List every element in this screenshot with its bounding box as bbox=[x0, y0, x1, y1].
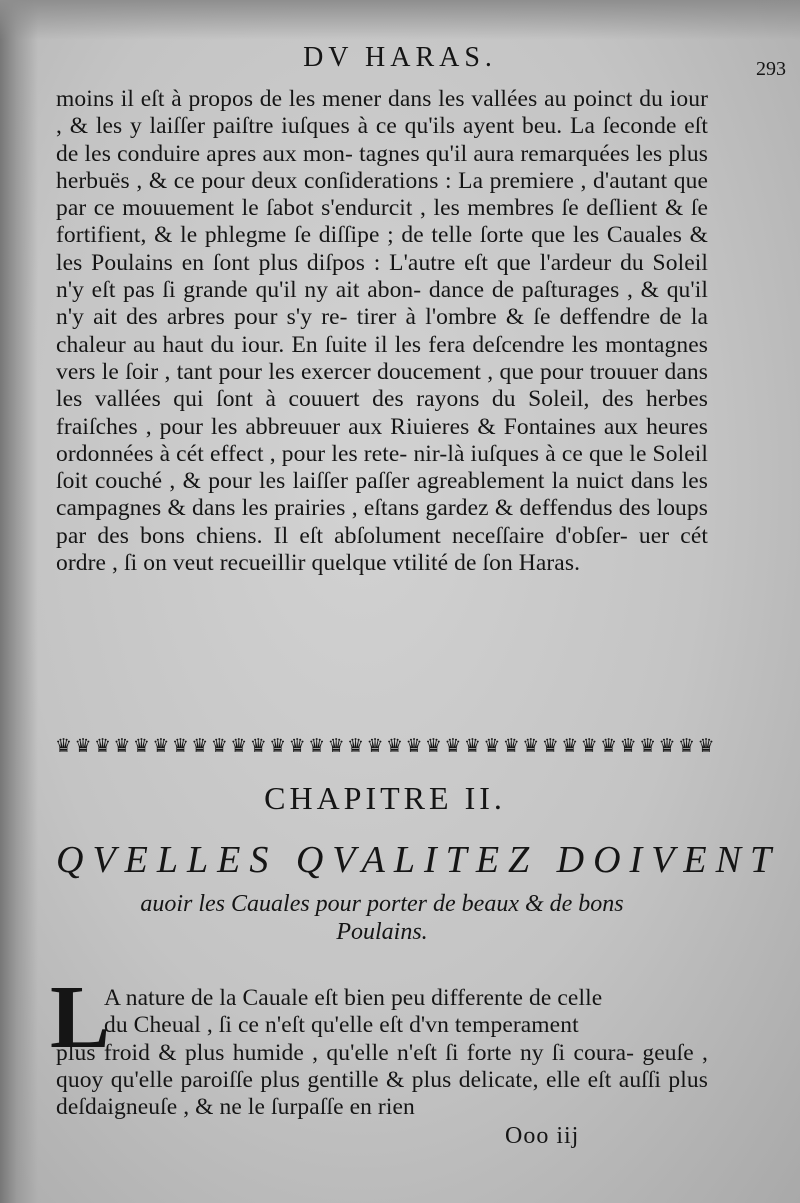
text-line: elle eſt auſſi plus deſdaigneuſe , & ne le ſurpaſſe en rien bbox=[56, 1066, 708, 1121]
text-line: ſon Haras. bbox=[482, 550, 581, 577]
text-line: tirer à l'ombre & ſe deffendre de la chaleur au haut du bbox=[56, 304, 709, 358]
chapter-heading: CHAPITRE II. bbox=[264, 780, 506, 816]
crown-ornament-icon: ♛ bbox=[308, 735, 326, 757]
crown-ornament-icon: ♛ bbox=[55, 735, 73, 757]
text-line: A nature de la Cauale eſt bien peu differente de celle bbox=[104, 985, 603, 1011]
crown-ornament-icon: ♛ bbox=[132, 735, 150, 757]
crown-ornament-icon: ♛ bbox=[502, 735, 520, 757]
crown-ornament-icon: ♛ bbox=[405, 735, 423, 757]
signature-mark: Ooo iij bbox=[505, 1123, 580, 1149]
crown-ornament-icon: ♛ bbox=[541, 735, 559, 757]
crown-ornament-icon: ♛ bbox=[697, 735, 715, 757]
page-number: 293 bbox=[756, 58, 786, 80]
spine-shadow bbox=[0, 0, 38, 1203]
crown-ornament-icon: ♛ bbox=[210, 735, 228, 757]
subtitle-line: auoir les Cauales pour porter de beaux & de bons bbox=[140, 891, 624, 917]
text-line: dans les prairies , eſtans gardez & deffendus des loups par bbox=[56, 495, 708, 549]
crown-ornament-icon: ♛ bbox=[600, 735, 618, 757]
text-line: moins il eſt à propos de les mener dans les vallées au bbox=[56, 86, 567, 112]
text-line: laiſſer paſſer agreablement la nuict dans les campagnes & bbox=[56, 468, 708, 522]
chapter-paragraph bbox=[56, 985, 708, 1121]
crown-ornament-icon: ♛ bbox=[171, 735, 189, 757]
crown-ornament-icon: ♛ bbox=[327, 735, 345, 757]
ornamental-crown-border bbox=[55, 733, 715, 759]
text-line: des herbes fraiſches , pour les abbreuuer aux Riuieres & bbox=[56, 386, 708, 440]
body-paragraph bbox=[56, 86, 708, 577]
crown-ornament-icon: ♛ bbox=[639, 735, 657, 757]
text-line: dans les vallées qui ſont à couuert des rayons du Soleil, bbox=[56, 358, 708, 413]
crown-ornament-icon: ♛ bbox=[113, 735, 131, 757]
crown-ornament-icon: ♛ bbox=[93, 735, 111, 757]
crown-ornament-icon: ♛ bbox=[249, 735, 267, 757]
chapter-subtitle bbox=[56, 890, 708, 946]
chapter-title: QVELLES QVALITEZ DOIVENT bbox=[56, 839, 781, 881]
crown-ornament-icon: ♛ bbox=[444, 735, 462, 757]
text-line: Fontaines aux heures ordonnées à cét effect , pour les rete- bbox=[56, 413, 708, 467]
crown-ornament-icon: ♛ bbox=[483, 735, 501, 757]
crown-ornament-icon: ♛ bbox=[658, 735, 676, 757]
drop-cap-initial: L bbox=[50, 968, 111, 1067]
crown-ornament-icon: ♛ bbox=[366, 735, 384, 757]
text-line: l'ardeur du Soleil n'y eſt pas ſi grande qu'il ny ait abon- bbox=[56, 249, 708, 304]
crown-ornament-icon: ♛ bbox=[424, 735, 442, 757]
crown-ornament-icon: ♛ bbox=[463, 735, 481, 757]
crown-ornament-icon: ♛ bbox=[678, 735, 696, 757]
text-line: geuſe , quoy qu'elle paroiſſe plus gentille & plus delicate, bbox=[56, 1039, 708, 1093]
subtitle-line: Poulains. bbox=[336, 919, 428, 945]
text-line: mouuement le ſabot s'endurcit , les membres ſe deſlient & bbox=[122, 195, 684, 222]
crown-ornament-icon: ♛ bbox=[522, 735, 540, 757]
running-head: DV HARAS. bbox=[303, 42, 497, 73]
crown-ornament-icon: ♛ bbox=[347, 735, 365, 757]
text-line: iour. En ſuite il les fera deſcendre les montagnes vers le bbox=[56, 331, 708, 385]
crown-ornament-icon: ♛ bbox=[288, 735, 306, 757]
text-line: ſe fortifient, & le phlegme ſe diſſipe ; de telle ſorte que les bbox=[56, 195, 708, 249]
crown-ornament-icon: ♛ bbox=[152, 735, 170, 757]
crown-ornament-icon: ♛ bbox=[191, 735, 209, 757]
text-line: nir-là iuſques à ce que le Soleil ſoit couché , & pour les bbox=[56, 440, 708, 495]
crown-ornament-icon: ♛ bbox=[580, 735, 598, 757]
crown-ornament-icon: ♛ bbox=[385, 735, 404, 757]
top-edge-shadow bbox=[0, 0, 800, 40]
text-line: plus froid & plus humide , qu'elle n'eſt ſi forte ny ſi coura- bbox=[56, 1039, 635, 1066]
text-line: ayent beu. La ſeconde eſt de les conduire apres aux mon- bbox=[56, 113, 709, 167]
text-line: des bons chiens. Il eſt abſolument neceſſaire d'obſer- bbox=[97, 522, 628, 549]
crown-ornament-icon: ♛ bbox=[619, 735, 637, 757]
text-line: tagnes qu'il aura remarquées les plus herbuës , & ce pour bbox=[56, 140, 708, 194]
crown-ornament-icon: ♛ bbox=[74, 735, 92, 757]
crown-ornament-icon: ♛ bbox=[561, 735, 579, 757]
crown-ornament-icon: ♛ bbox=[269, 735, 287, 757]
text-line: ſoir , tant pour les exercer doucement , que pour trouuer bbox=[125, 358, 659, 385]
text-line: du Cheual , ſi ce n'eſt qu'elle eſt d'vn temperament bbox=[104, 1012, 579, 1039]
text-line: poinct du iour , & les y laiſſer paiſtre iuſques à ce qu'ils bbox=[56, 86, 708, 140]
text-line: Cauales & les Poulains en ſont plus diſpos : L'autre eſt que bbox=[56, 222, 708, 276]
crown-ornament-icon: ♛ bbox=[230, 735, 248, 757]
text-line: uer cét ordre , ſi on veut recueillir quelque vtilité de bbox=[56, 522, 708, 577]
text-line: deux conſiderations : La premiere , d'autant que par ce bbox=[56, 167, 708, 222]
text-line: dance de paſturages , & qu'il n'y ait des arbres pour s'y re- bbox=[56, 277, 708, 331]
